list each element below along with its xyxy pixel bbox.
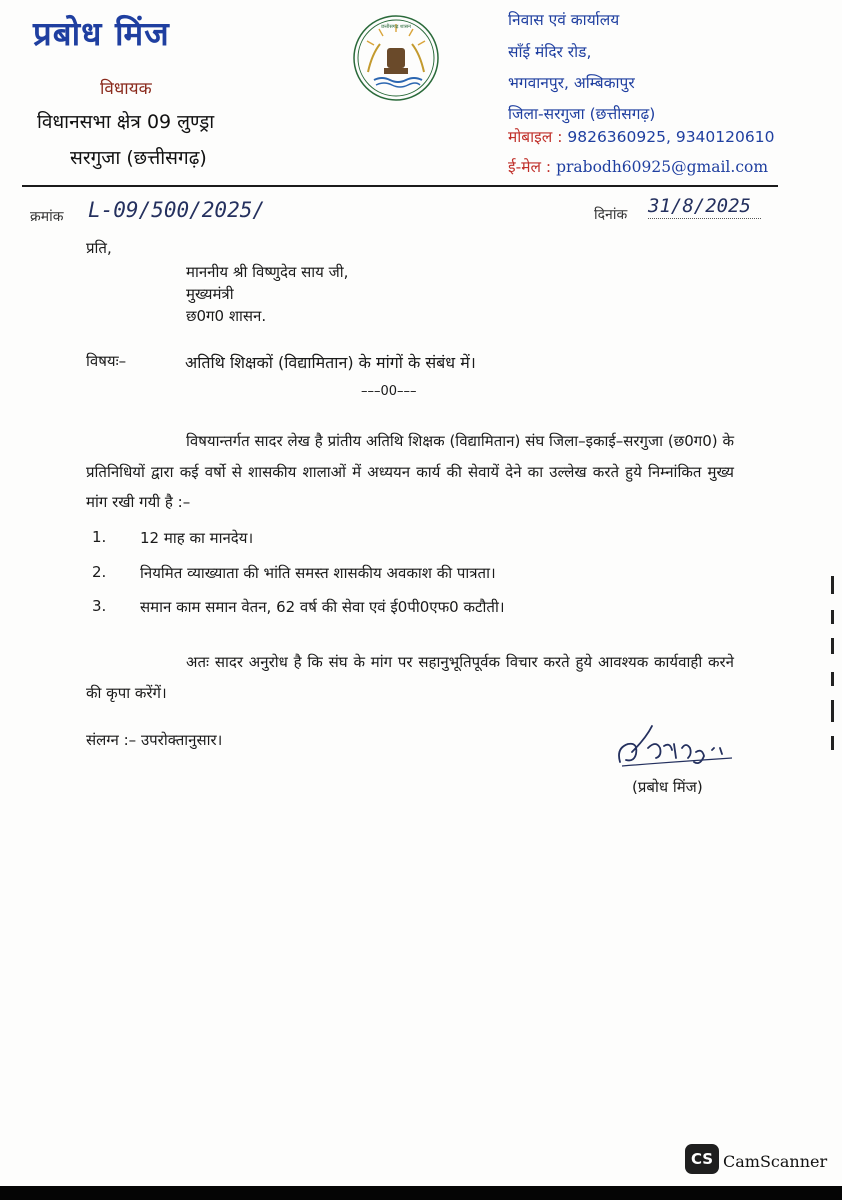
recipient-line-3: छ0ग0 शासन.	[186, 307, 267, 325]
email-row	[508, 155, 768, 177]
mobile-label: मोबाइल :	[508, 128, 563, 146]
mobile-numbers: 9826360925, 9340120610	[567, 128, 775, 146]
signatory-name: (प्रबोध मिंज)	[632, 778, 703, 796]
subject-label: विषयः–	[86, 352, 127, 370]
demand-text: समान काम समान वेतन, 62 वर्ष की सेवा एवं ई0पी0एफ0 कटौती।	[140, 598, 505, 616]
demand-number: 2.	[92, 563, 107, 581]
recipient-line-1: माननीय श्री विष्णुदेव साय जी,	[186, 263, 349, 281]
camscanner-watermark: CamScanner	[723, 1152, 828, 1171]
demand-number: 1.	[92, 528, 107, 546]
body-paragraph-1: विषयान्तर्गत सादर लेख है प्रांतीय अतिथि शिक्षक (विद्यामितान) संघ जिला–इकाई–सरगुजा (छ0ग0) के प्रतिनिधियों द्वारा कई वर्षो से शासकीय शालाओं में अध्ययन कार्य की सेवायें देने का उल्लेख करते हुये निम्नांकित मुख्य मांग रखी गयी है :–	[86, 432, 734, 511]
handwritten-signature	[612, 718, 762, 778]
recipient-line-2: मुख्यमंत्री	[186, 285, 234, 303]
scan-bottom-edge	[0, 1186, 842, 1200]
demand-text: नियमित व्याख्याता की भांति समस्त शासकीय अवकाश की पात्रता।	[140, 564, 496, 582]
subject-separator: –––00–––	[361, 384, 417, 399]
state-emblem-icon	[352, 14, 440, 102]
emblem-text: छत्तीसगढ़ शासन	[381, 24, 411, 30]
enclosure-note: संलग्न :– उपरोक्तानुसार।	[86, 731, 223, 749]
reference-number: L-09/500/2025/	[88, 198, 266, 222]
date-value: 31/8/2025	[648, 195, 761, 219]
letterhead-divider	[22, 185, 778, 187]
address-heading: निवास एवं कार्यालय	[508, 11, 620, 29]
subject-text: अतिथि शिक्षकों (विद्यामितान) के मांगों के संबंध में।	[185, 353, 476, 372]
constituency: विधानसभा क्षेत्र 09 लुण्ड्रा	[37, 111, 215, 133]
scan-edge-marks	[830, 576, 836, 756]
email-address: prabodh60925@gmail.com	[556, 158, 769, 176]
email-label: ई-मेल :	[508, 158, 552, 176]
body-paragraph-2: अतः सादर अनुरोध है कि संघ के मांग पर सहानुभूतिपूर्वक विचार करते हुये आवश्यक कार्यवाही करने की कृपा करेंगें।	[86, 653, 734, 702]
reference-label: क्रमांक	[30, 209, 64, 225]
address-line-1: साँई मंदिर रोड,	[508, 43, 592, 61]
address-line-3: जिला-सरगुजा (छत्तीसगढ़)	[508, 105, 656, 123]
demand-text: 12 माह का मानदेय।	[140, 529, 254, 547]
camscanner-logo-icon: CS	[685, 1144, 719, 1174]
date-label: दिनांक	[594, 207, 628, 223]
mobile-row	[508, 125, 774, 147]
district: सरगुजा (छत्तीसगढ़)	[70, 147, 207, 169]
demand-number: 3.	[92, 597, 107, 615]
recipient-to: प्रति,	[86, 239, 112, 257]
address-line-2: भगवानपुर, अम्बिकापुर	[508, 74, 635, 92]
designation: विधायक	[100, 79, 152, 99]
mla-name: प्रबोध मिंज	[33, 14, 170, 53]
